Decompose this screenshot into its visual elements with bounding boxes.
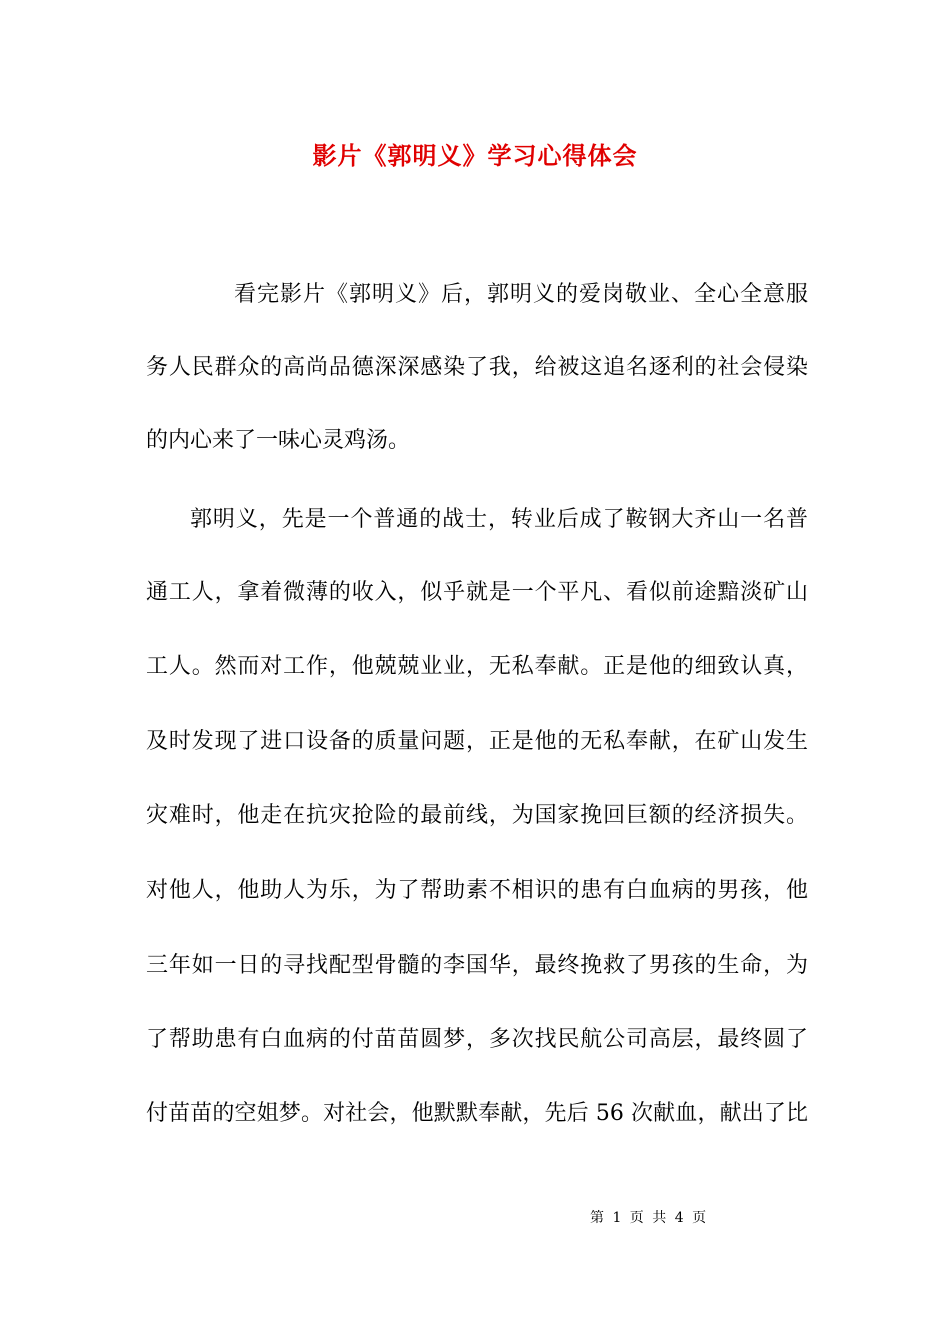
page-footer: 第 1 页 共 4 页 <box>590 1210 709 1226</box>
paragraph-2-line-1: 郭明义，先是一个普通的战士，转业后成了鞍钢大齐山一名普 <box>190 507 808 532</box>
paragraph-2-line-8: 了帮助患有白血病的付苗苗圆梦，多次找民航公司高层，最终圆了 <box>146 1027 808 1052</box>
paragraph-1-line-3: 的内心来了一味心灵鸡汤。 <box>146 428 411 453</box>
paragraph-2-line-5: 灾难时，他走在抗灾抢险的最前线，为国家挽回巨额的经济损失。 <box>146 803 808 828</box>
paragraph-2-line-9: 付苗苗的空姐梦。对社会，他默默奉献，先后 56 次献血，献出了比 <box>146 1101 808 1126</box>
paragraph-2-line-3: 工人。然而对工作，他兢兢业业，无私奉献。正是他的细致认真， <box>146 654 808 679</box>
paragraph-2-line-6: 对他人，他助人为乐，为了帮助素不相识的患有白血病的男孩，他 <box>146 878 808 903</box>
page-title: 影片《郭明义》学习心得体会 <box>312 141 638 170</box>
paragraph-2-line-2: 通工人，拿着微薄的收入，似乎就是一个平凡、看似前途黯淡矿山 <box>146 580 808 605</box>
paragraph-2-line-7: 三年如一日的寻找配型骨髓的李国华，最终挽救了男孩的生命，为 <box>146 953 808 978</box>
paragraph-2-line-4: 及时发现了进口设备的质量问题，正是他的无私奉献，在矿山发生 <box>146 729 808 754</box>
paragraph-1-line-1: 看完影片《郭明义》后，郭明义的爱岗敬业、全心全意服 <box>234 282 808 307</box>
paragraph-1-line-2: 务人民群众的高尚品德深深感染了我，给被这追名逐利的社会侵染 <box>146 355 808 380</box>
